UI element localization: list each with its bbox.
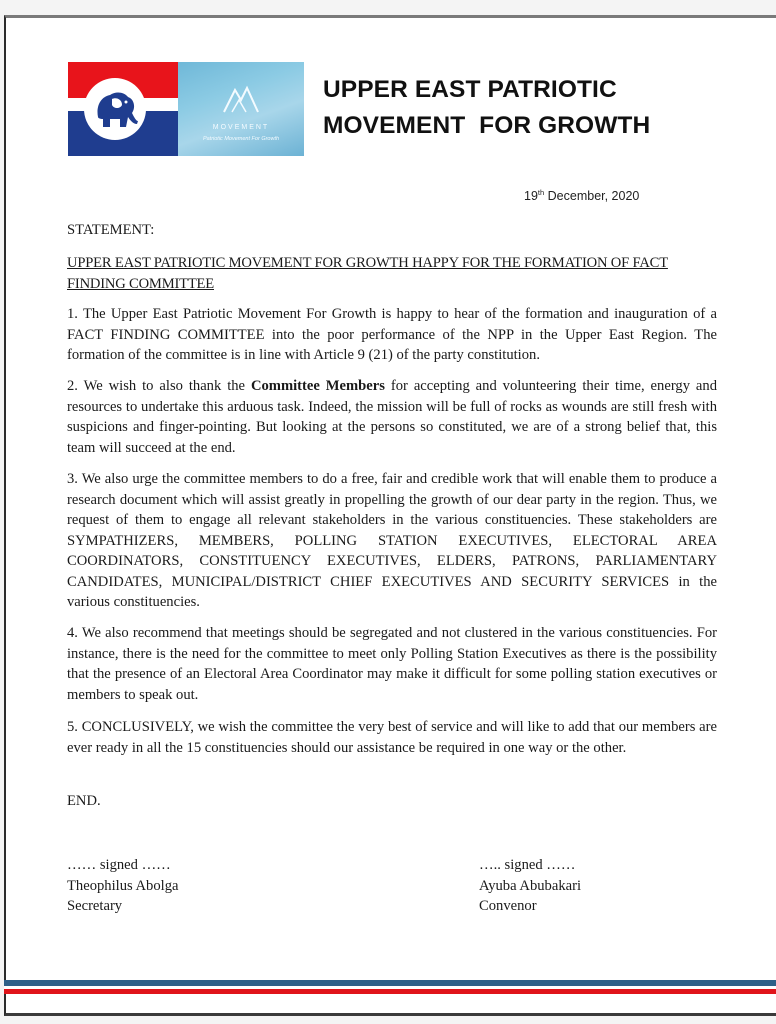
signature-block-secretary [67,855,178,917]
movement-logo [178,62,304,156]
signatory-name: Theophilus Abolga [67,877,179,894]
footer-stripe-red [4,989,776,994]
organization-title-line1: UPPER EAST PATRIOTIC [323,76,617,103]
signatory-role: Secretary [67,898,123,914]
signature-signed: ….. signed …… [479,857,576,873]
paragraph-2-suffix: for accepting and volunteering their time, energy and resources to undertake this arduous task. Indeed, the mission will be full of rocks as wounds are still fresh with suspicions and finger-pointing. But looking at the persons so constituted, we are of a strong belief that, this team will succeed at the end. [67,378,718,456]
statement-headline: UPPER EAST PATRIOTIC MOVEMENT FOR GROWTH HAPPY FOR THE FORMATION OF FACT FINDING COMMITTEE [67,255,668,292]
paragraph-4: 4. We also recommend that meetings should be segregated and not clustered in the various constituencies. For instance, there is the need for the committee to meet only Polling Station Executives as there is the possibility that the presence of an Electoral Area Coordinator may make it difficult for some polling station executives or members to speak out. [67,625,717,703]
paragraph-1: 1. The Upper East Patriotic Movement For Growth is happy to hear of the formation and inauguration of a FACT FINDING COMMITTEE into the poor performance of the NPP in the Upper East Region. The formation of the committee is in line with Article 9 (21) of the party constitution. [67,306,717,363]
organization-title [323,72,650,144]
movement-tagline: Patriotic Movement For Growth [202,136,280,142]
paragraph-5: 5. CONCLUSIVELY, we wish the committee the very best of service and will like to add that our members are ever ready in all the 15 constituencies should our assistance be required in one way or the other. [67,719,717,756]
signatory-role: Convenor [479,898,537,914]
signatory-name: Ayuba Abubakari [479,877,582,894]
end-marker: END. [67,793,101,809]
statement-date [524,189,639,203]
organization-title-line2: MOVEMENT FOR GROWTH [323,112,651,139]
statement-label: STATEMENT: [67,222,155,238]
npp-flag-logo [68,62,178,156]
movement-wordmark: MOVEMENT [212,124,270,131]
date-rest: December, 2020 [544,189,640,203]
signature-signed: …… signed …… [67,857,171,873]
committee-members-emphasis: Committee Members [250,378,385,394]
paragraph-3: 3. We also urge the committee members to do a free, fair and credible work that will enable them to produce a research document which will assist greatly in propelling the growth of our dear party in the region. Thus, we request of them to engage all relevant stakeholders in the various constituencies. These stakeholders are SYMPATHIZERS, MEMBERS, POLLING STATION EXECUTIVES, ELECTORAL AREA COORDINATORS, CONSTITUENCY EXECUTIVES, ELDERS, PATRONS, PARLIAMENTARY CANDIDATES, MUNICIPAL/DISTRICT CHIEF EXECUTIVES AND SECURITY SERVICES in the various constituencies. [67,471,717,610]
paragraph-2-prefix: 2. We wish to also thank the [67,378,251,394]
paragraph-2 [67,376,717,458]
elephant-icon [84,78,146,140]
signature-block-convenor [479,855,581,917]
header-logo [68,62,304,156]
date-suffix: th [537,188,545,197]
date-day: 19 [524,189,538,203]
mountain-icon [222,84,260,114]
